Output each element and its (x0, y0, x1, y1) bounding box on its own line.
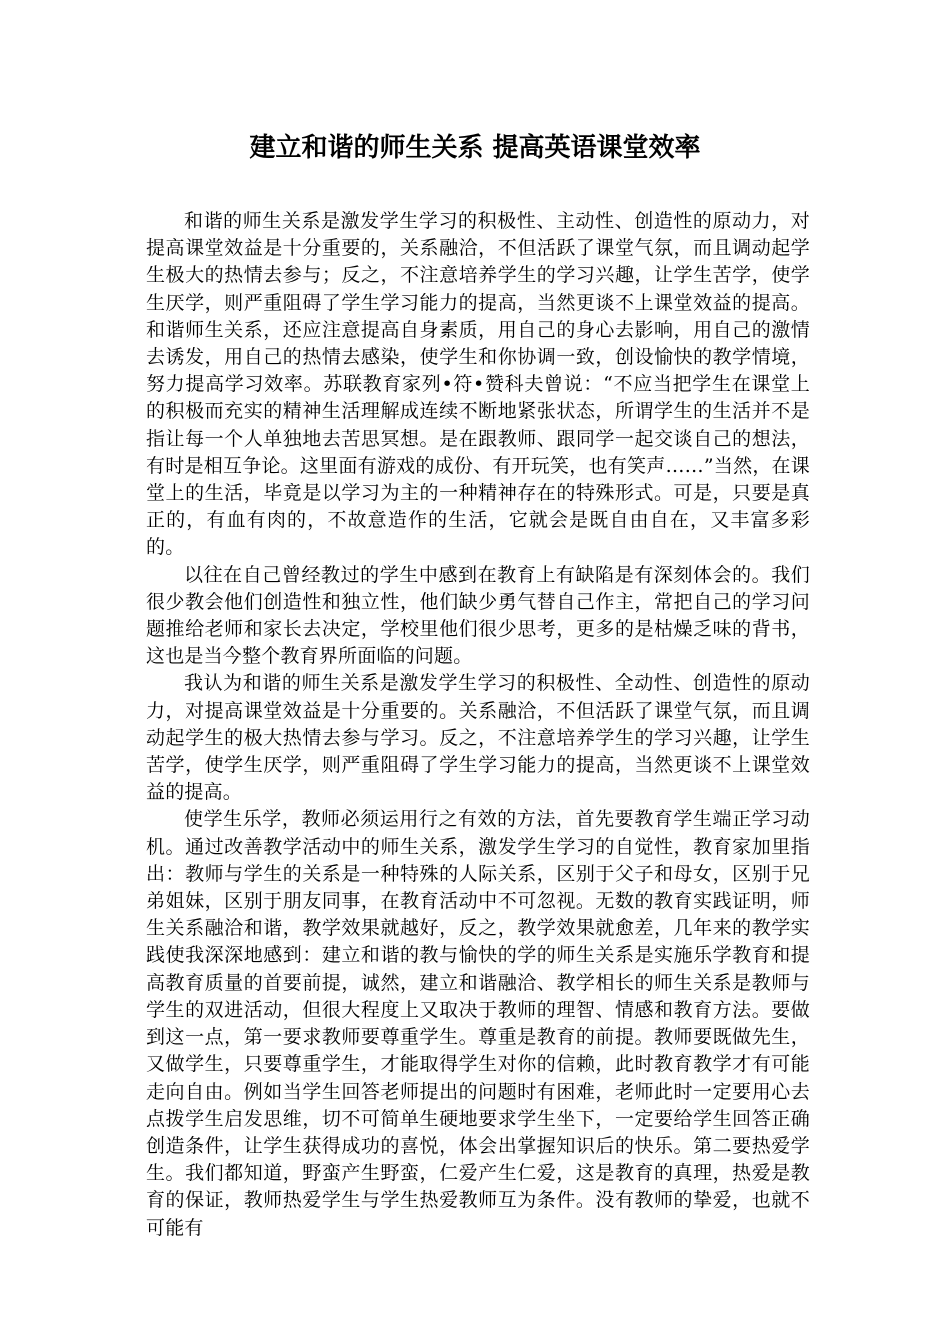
document-body (146, 208, 810, 1242)
paragraph-3: 我认为和谐的师生关系是激发学生学习的积极性、全动性、创造性的原动力，对提高课堂效益是十分重要的。关系融洽，不但活跃了课堂气氛，而且调动起学生的极大热情去参与学习。反之，不注意培养学生的学习兴趣，让学生苦学，使学生厌学，则严重阻碍了学生学习能力的提高，当然更谈不上课堂效益的提高。 (146, 672, 810, 804)
document-title: 建立和谐的师生关系 提高英语课堂效率 (249, 133, 701, 163)
paragraph-4: 使学生乐学，教师必须运用行之有效的方法，首先要教育学生端正学习动机。通过改善教学活动中的师生关系，激发学生学习的自觉性，教育家加里指出：教师与学生的关系是一种特殊的人际关系，区别于父子和母女，区别于兄弟姐妹，区别于朋友同事，在教育活动中不可忽视。无数的教育实践证明，师生关系融洽和谐，教学效果就越好，反之，教学效果就愈差，几年来的教学实践使我深深地感到：建立和谐的教与愉快的学的师生关系是实施乐学教育和提高教育质量的首要前提，诚然，建立和谐融洽、教学相长的师生关系是教师与学生的双进活动，但很大程度上又取决于教师的理智、情感和教育方法。要做到这一点，第一要求教师要尊重学生。尊重是教育的前提。教师要既做先生，又做学生，只要尊重学生，才能取得学生对你的信赖，此时教育教学才有可能走向自由。例如当学生回答老师提出的问题时有困难，老师此时一定要用心去点拨学生启发思维，切不可简单生硬地要求学生坐下，一定要给学生回答正确创造条件，让学生获得成功的喜悦，体会出掌握知识后的快乐。第二要热爱学生。我们都知道，野蛮产生野蛮，仁爱产生仁爱，这是教育的真理，热爱是教育的保证，教师热爱学生与学生热爱教师互为条件。没有教师的挚爱，也就不可能有 (146, 808, 810, 1239)
paragraph-2: 以往在自己曾经教过的学生中感到在教育上有缺陷是有深刻体会的。我们很少教会他们创造性和独立性，他们缺少勇气替自己作主，常把自己的学习问题推给老师和家长去决定，学校里他们很少思考，更多的是枯燥乏味的背书，这也是当今整个教育界所面临的问题。 (146, 563, 810, 668)
paragraph-1: 和谐的师生关系是激发学生学习的积极性、主动性、创造性的原动力，对提高课堂效益是十分重要的，关系融洽，不但活跃了课堂气氛，而且调动起学生极大的热情去参与；反之，不注意培养学生的学习兴趣，让学生苦学，使学生厌学，则严重阻碍了学生学习能力的提高，当然更谈不上课堂效益的提高。和谐师生关系，还应注意提高自身素质，用自己的身心去影响，用自己的激情去诱发，用自己的热情去感染，使学生和你协调一致，创设愉快的教学情境，努力提高学习效率。苏联教育家列•符•赞科夫曾说：“不应当把学生在课堂上的积极而充实的精神生活理解成连续不断地紧张状态，所谓学生的生活并不是指让每一个人单独地去苦思冥想。是在跟教师、跟同学一起交谈自己的想法，有时是相互争论。这里面有游戏的成份、有开玩笑，也有笑声……”当然，在课堂上的生活，毕竟是以学习为主的一种精神存在的特殊形式。可是，只要是真正的，有血有肉的，不故意造作的生活，它就会是既自由自在，又丰富多彩的。 (146, 210, 810, 559)
